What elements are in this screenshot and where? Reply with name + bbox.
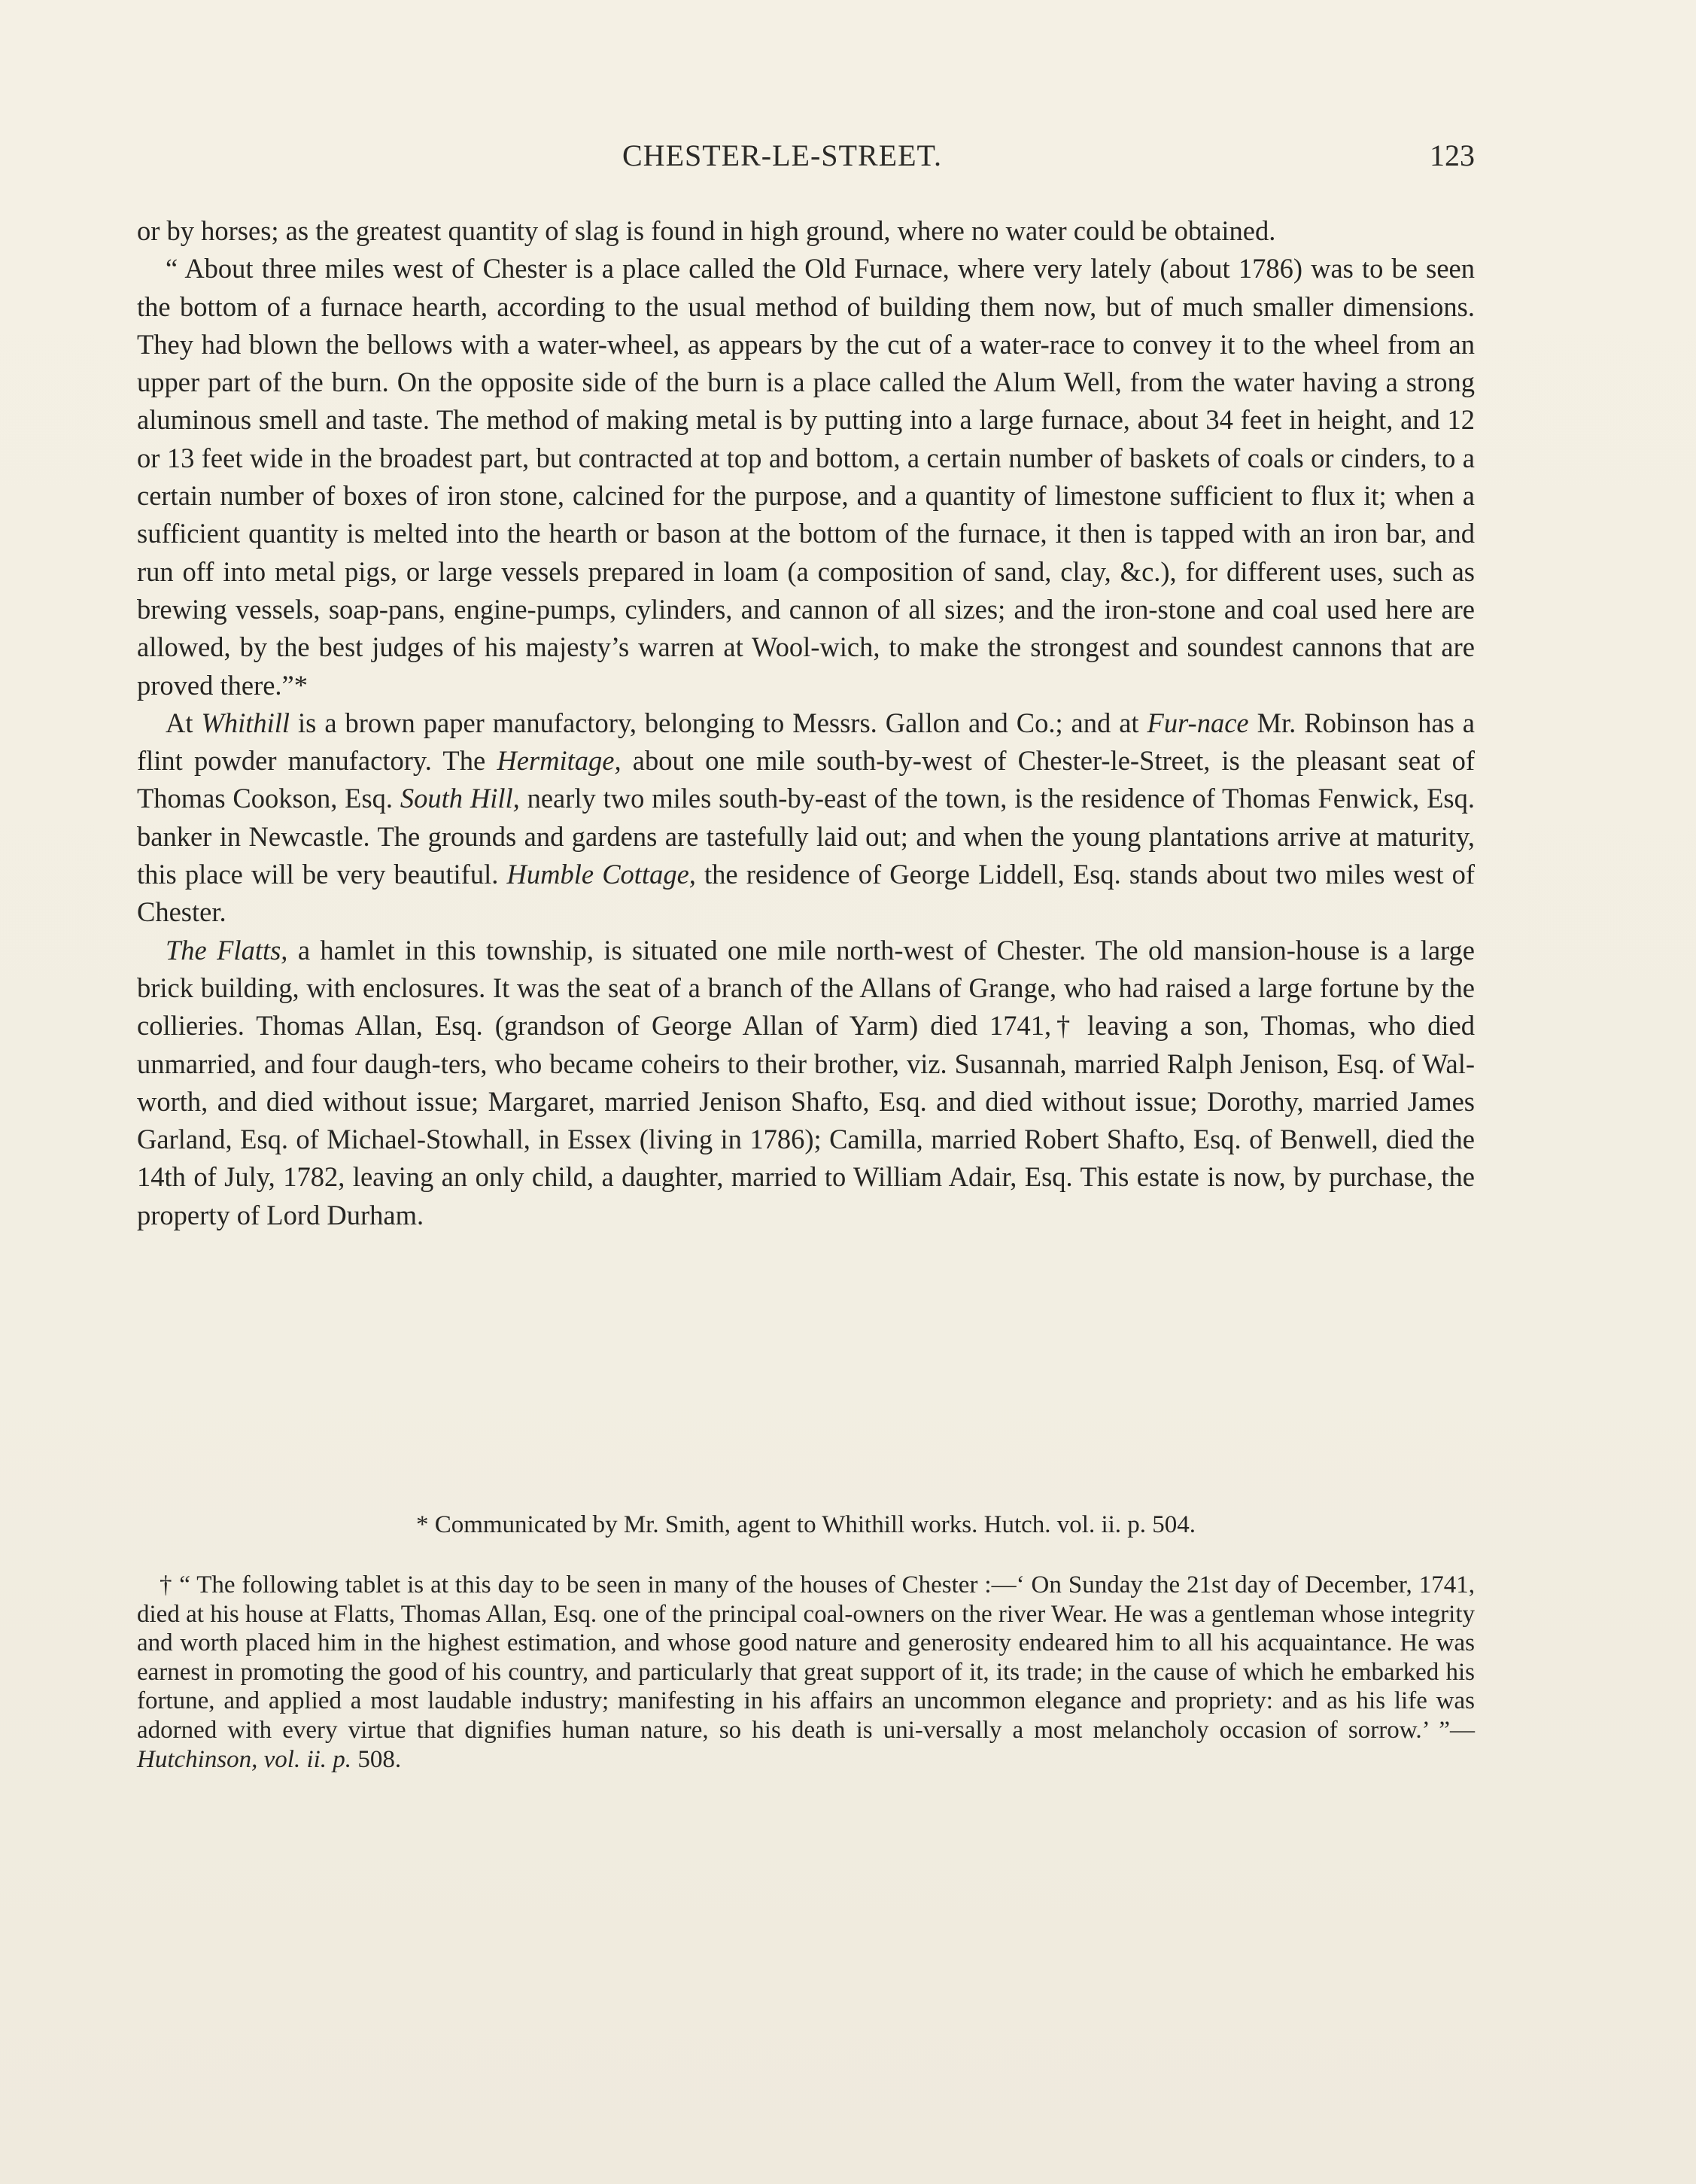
p3-text-3: Mr. Robinson has a flint powder manufactory. The xyxy=(137,707,1475,777)
page-number: 123 xyxy=(1430,138,1475,172)
p3-text-6: the residence of George Liddell, Esq. stands about two miles west of Chester. xyxy=(137,859,1476,928)
place-south-hill: South Hill, xyxy=(400,783,520,814)
page-header xyxy=(137,138,1475,183)
paragraph-2: “ About three miles west of Chester is a place called the Old Furnace, where very lately (about 1786) was to be seen the bottom of a furnace hearth, according to the usual method of building them now, but of much smaller dimensions. They had blown the bellows with a water-wheel, as appears by the cut of a water-race to convey it to the wheel from an upper part of the burn. On the opposite side of the burn is a place called the Alum Well, from the water having a strong aluminous smell and taste. The method of making metal is by putting into a large furnace, about 34 feet in height, and 12 or 13 feet wide in the broadest part, but contracted at top and bottom, a certain number of baskets of coals or cinders, to a certain number of boxes of iron stone, calcined for the purpose, and a quantity of limestone sufficient to flux it; when a sufficient quantity is melted into the hearth or bason at the bottom of the furnace, it then is tapped with an iron bar, and run off into metal pigs, or large vessels prepared in loam (a composition of sand, clay, &c.), for different uses, such as brewing vessels, soap-pans, engine-pumps, cylinders, and cannon of all sizes; and the iron-stone and coal used here are allowed, by the best judges of his majesty’s warren at Wool-wich, to make the strongest and soundest cannons that are proved there.”* xyxy=(137,253,1475,701)
footnote-dagger-paragraph xyxy=(137,1571,1475,1774)
footnote-dagger-source: Hutchinson, vol. ii. p. xyxy=(137,1745,352,1773)
body-text xyxy=(137,212,1475,1234)
paragraph-1: or by horses; as the greatest quantity of slag is found in high ground, where no water could be obtained. xyxy=(137,215,1276,246)
paragraph-4 xyxy=(137,932,1475,1234)
footnote-dagger-text: † “ The following tablet is at this day to be seen in many of the houses of Chester :—‘ On Sunday the 21st day of December, 1741, died at his house at Flatts, Thomas Allan, Esq. one of the principal coal-owners on the river Wear. He was a gentleman whose integrity and worth placed him in the highest estimation, and whose good nature and generosity endeared him to all his acquaintance. He was earnest in promoting the good of his country, and particularly that great support of it, its trade; in the cause of which he embarked his fortune, and applied a most laudable industry; manifesting in his affairs an uncommon elegance and propriety: and as his life was adorned with every virtue that dignifies human nature, so his death is uni-versally a most melancholy occasion of sorrow.’ ”— xyxy=(137,1571,1475,1744)
place-hermitage: Hermitage, xyxy=(497,745,622,777)
place-furnace: Fur-nace xyxy=(1147,707,1249,738)
place-whithill: Whithill xyxy=(201,707,290,738)
footnote-star: * Communicated by Mr. Smith, agent to Whithill works. Hutch. vol. ii. p. 504. xyxy=(415,1511,1196,1538)
footnote-dagger xyxy=(137,1571,1475,1774)
footnote-dagger-page: 508. xyxy=(351,1745,402,1773)
paragraph-3 xyxy=(137,704,1475,932)
p3-text-2: is a brown paper manufactory, belonging to Messrs. Gallon and Co.; and at xyxy=(290,707,1147,738)
p3-text-1: At xyxy=(166,707,202,738)
place-the-flatts: The Flatts, xyxy=(166,934,288,966)
p3-text-4: about one mile south-by-west of Chester-le-Street, is the pleasant seat of Thomas Cookson, Esq. xyxy=(137,745,1476,814)
p4-text-1: a hamlet in this township, is situated one mile north-west of Chester. The old mansion-house is a large brick building, with enclosures. It was the seat of a branch of the Allans of Grange, who had raised a large fortune by the collieries. Thomas Allan, Esq. (grandson of George Allan of Yarm) died 1741,† leaving a son, Thomas, who died unmarried, and four daugh-ters, who became coheirs to their brother, viz. Susannah, married Ralph Jenison, Esq. of Wal-worth, and died without issue; Margaret, married Jenison Shafto, Esq. and died without issue; Dorothy, married James Garland, Esq. of Michael-Stowhall, in Essex (living in 1786); Camilla, married Robert Shafto, Esq. of Benwell, died the 14th of July, 1782, leaving an only child, a daughter, married to William Adair, Esq. This estate is now, by purchase, the property of Lord Durham. xyxy=(137,934,1475,1230)
running-head: CHESTER-LE-STREET. xyxy=(622,138,942,172)
place-humble-cottage: Humble Cottage, xyxy=(506,859,696,890)
p3-text-5: nearly two miles south-by-east of the town, is the residence of Thomas Fenwick, Esq. banker in Newcastle. The grounds and gardens are tastefully laid out; and when the young plantations arrive at maturity, this place will be very beautiful. xyxy=(137,783,1475,890)
